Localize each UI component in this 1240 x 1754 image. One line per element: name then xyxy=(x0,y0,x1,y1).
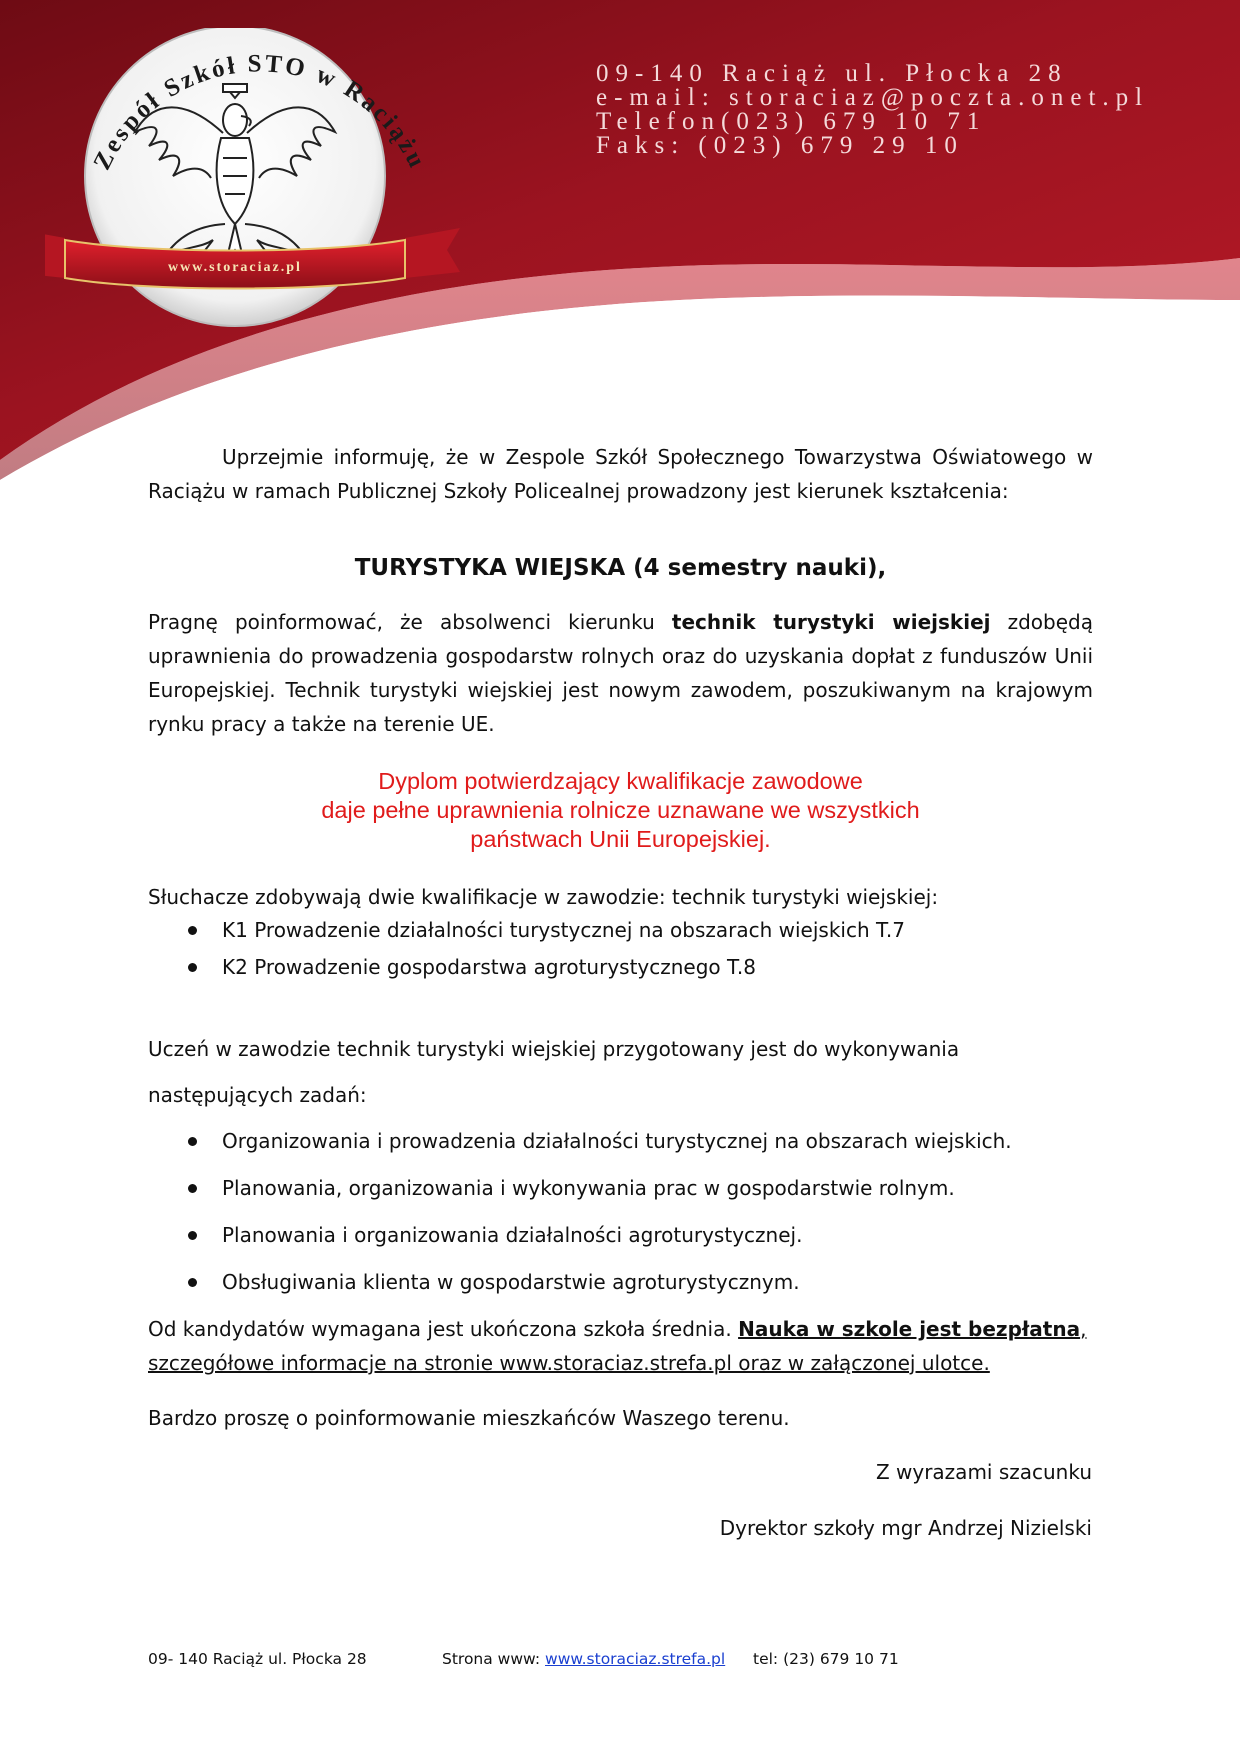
footer-website-label: Strona www: xyxy=(442,1650,546,1668)
contact-block xyxy=(596,62,1149,158)
contact-email: e-mail: storaciaz@poczta.onet.pl xyxy=(596,84,1150,111)
free-tuition-note: Nauka w szkole jest bezpłatna xyxy=(738,1317,1081,1341)
tasks-list xyxy=(188,1118,1012,1306)
candidates-text: Od kandydatów wymagana jest ukończona szkoła średnia. xyxy=(148,1317,739,1341)
contact-phone: Telefon(023) 679 10 71 xyxy=(596,108,987,135)
graduates-profession: technik turystyki wiejskiej xyxy=(671,610,991,634)
school-logo xyxy=(45,28,465,338)
footer-website xyxy=(442,1650,725,1668)
tasks-intro-line-1: Uczeń w zawodzie technik turystyki wiejskiej przygotowany jest do wykonywania xyxy=(148,1037,960,1061)
footer-address: 09- 140 Raciąż ul. Płocka 28 xyxy=(148,1650,367,1668)
diploma-line: daje pełne uprawnienia rolnicze uznawane we wszystkich xyxy=(321,797,920,823)
graduates-paragraph xyxy=(148,605,1093,741)
details-note: szczegółowe informacje na stronie www.storaciaz.strefa.pl oraz w załączonej ulotce. xyxy=(148,1351,990,1375)
list-item: K1 Prowadzenie działalności turystycznej na obszarach wiejskich T.7 xyxy=(188,912,905,949)
qualifications-list xyxy=(188,912,905,986)
contact-fax: Faks: (023) 679 29 10 xyxy=(596,132,964,159)
candidates-paragraph xyxy=(148,1312,1093,1380)
intro-paragraph: Uprzejmie informuję, że w Zespole Szkół Społecznego Towarzystwa Oświatowego w Raciążu w ramach Publicznej Szkoły Policealnej prowadzony jest kierunek kształcenia: xyxy=(148,445,1093,503)
list-item: Organizowania i prowadzenia działalności turystycznej na obszarach wiejskich. xyxy=(188,1118,1012,1165)
candidates-comma: , xyxy=(1080,1317,1087,1341)
svg-text:www.storaciaz.pl: www.storaciaz.pl xyxy=(168,260,302,275)
diploma-line: państwach Unii Europejskiej. xyxy=(470,826,771,852)
graduates-text-start: Pragnę poinformować, że absolwenci kierunku xyxy=(148,610,672,634)
list-item: K2 Prowadzenie gospodarstwa agroturystycznego T.8 xyxy=(188,949,905,986)
request-paragraph: Bardzo proszę o poinformowanie mieszkańców Waszego terenu. xyxy=(148,1406,790,1430)
contact-address: 09-140 Raciąż ul. Płocka 28 xyxy=(596,60,1068,87)
qualifications-intro: Słuchacze zdobywają dwie kwalifikacje w zawodzie: technik turystyki wiejskiej: xyxy=(148,885,939,909)
diploma-notice xyxy=(148,767,1093,854)
graduates-text-end: zdobędą uprawnienia do prowadzenia gospodarstw rolnych oraz do uzyskania dopłat z funduszów Unii Europejskiej. Technik turystyki wiejskiej jest nowym zawodem, poszukiwanym na krajowym rynku pracy a także na terenie UE. xyxy=(148,610,1093,736)
svg-text:Zespół Szkół STO w Raciążu: Zespół Szkół STO w Raciążu xyxy=(88,50,432,175)
diploma-line: Dyplom potwierdzający kwalifikacje zawodowe xyxy=(378,768,863,794)
list-item: Obsługiwania klienta w gospodarstwie agroturystycznym. xyxy=(188,1259,1012,1306)
footer-phone: tel: (23) 679 10 71 xyxy=(753,1650,899,1668)
footer-website-link[interactable]: www.storaciaz.strefa.pl xyxy=(545,1650,726,1668)
list-item: Planowania, organizowania i wykonywania prac w gospodarstwie rolnym. xyxy=(188,1165,1012,1212)
list-item: Planowania i organizowania działalności agroturystycznej. xyxy=(188,1212,1012,1259)
program-heading: TURYSTYKA WIEJSKA (4 semestry nauki), xyxy=(354,555,887,581)
tasks-intro-line-2: następujących zadań: xyxy=(148,1083,367,1107)
signature-line: Dyrektor szkoły mgr Andrzej Nizielski xyxy=(719,1516,1092,1540)
closing-line: Z wyrazami szacunku xyxy=(875,1460,1092,1484)
